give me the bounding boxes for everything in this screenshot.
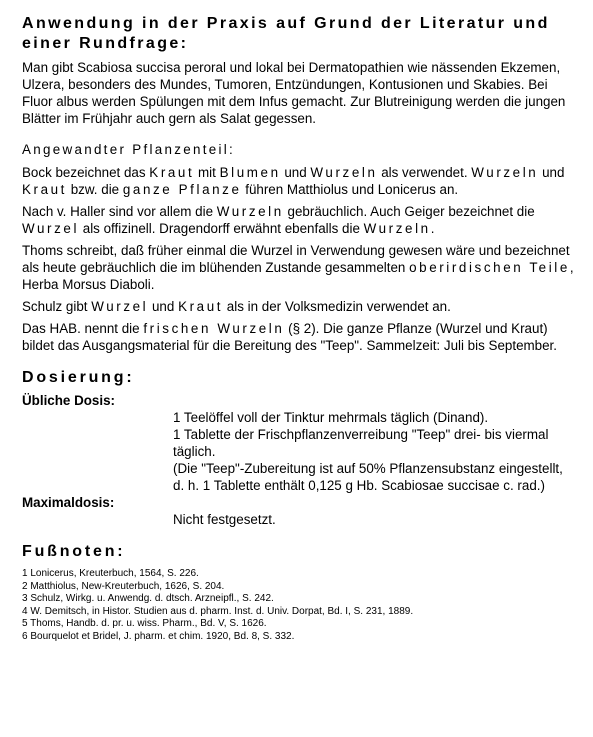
plant-part-paragraph-1 bbox=[22, 164, 574, 198]
text-segment: und bbox=[280, 165, 311, 180]
plant-part-paragraph-5 bbox=[22, 320, 574, 354]
usual-dose-line: 1 Tablette der Frischpflanzenverreibung "Teep" drei- bis viermal täglich. bbox=[173, 427, 549, 459]
emphasized-term: Blumen bbox=[219, 165, 281, 180]
emphasized-term: Wurzeln bbox=[310, 165, 378, 180]
text-segment: Schulz gibt bbox=[22, 299, 92, 314]
plant-part-paragraph-3 bbox=[22, 242, 574, 293]
text-segment: gebräuchlich. Auch Geiger bezeichnet die bbox=[283, 204, 535, 219]
intro-paragraph: Man gibt Scabiosa succisa peroral und lokal bei Dermatopathien wie nässenden Ekzemen, Ulzera, besonders des Mundes, Tumoren, Entzündungen, Kontusionen und Skabies. Bei Fluor albus werden Spülungen mit dem Infus gemacht. Zur Blutreinigung werden die jungen Blätter im Frühjahr auch gern als Salat gegessen. bbox=[22, 60, 566, 126]
footnote-item: 4 W. Demitsch, in Histor. Studien aus d. pharm. Inst. d. Univ. Dorpat, Bd. I, S. 231, 1889. bbox=[22, 605, 414, 617]
text-segment: und bbox=[148, 299, 179, 314]
emphasized-term: Wurzeln bbox=[216, 204, 284, 219]
text-segment: (§ 2). Die ganze Pflanze (Wurzel und Kraut) bildet das Ausgangsmaterial für die Bereitung des "Teep". Sammelzeit: Juli bis September. bbox=[22, 321, 558, 353]
section-title: Anwendung in der Praxis auf Grund der Literatur und einer Rundfrage: bbox=[22, 15, 550, 52]
footnote-item: 2 Matthiolus, New-Kreuterbuch, 1626, S. 204. bbox=[22, 580, 225, 592]
text-segment: und bbox=[538, 165, 565, 180]
text-segment: führen Matthiolus und Lonicerus an. bbox=[241, 182, 459, 197]
plant-part-heading: Angewandter Pflanzenteil: bbox=[22, 142, 236, 157]
text-segment: als offizinell. Dragendorff erwähnt ebenfalls die bbox=[79, 221, 364, 236]
emphasized-term: oberirdischen Teile bbox=[409, 260, 570, 275]
emphasized-term: Wurzeln bbox=[471, 165, 539, 180]
usual-dose-line: 1 Teelöffel voll der Tinktur mehrmals täglich (Dinand). bbox=[173, 410, 489, 425]
footnote-item: 1 Lonicerus, Kreuterbuch, 1564, S. 226. bbox=[22, 568, 199, 579]
dosage-heading: Dosierung: bbox=[22, 369, 135, 386]
text-segment: Bock bezeichnet das bbox=[22, 165, 150, 180]
emphasized-term: Kraut bbox=[22, 182, 68, 197]
text-segment: , Herba Morsus Diaboli. bbox=[22, 260, 574, 292]
document-page bbox=[22, 14, 574, 644]
text-segment: bzw. die bbox=[67, 182, 123, 197]
plant-part-paragraph-2 bbox=[22, 203, 574, 237]
text-segment: Das HAB. nennt die bbox=[22, 321, 144, 336]
plant-part-paragraph-4 bbox=[22, 298, 574, 315]
usual-dose-line: (Die "Teep"-Zubereitung ist auf 50% Pflanzensubstanz eingestellt, d. h. 1 Tablette enthält 0,125 g Hb. Scabiosae succisae c. rad.) bbox=[173, 461, 563, 493]
emphasized-term: Wurzel bbox=[91, 299, 149, 314]
max-dose-value: Nicht festgesetzt. bbox=[173, 512, 276, 527]
footnote-item: 3 Schulz, Wirkg. u. Anwendg. d. dtsch. Arzneipfl., S. 242. bbox=[22, 593, 274, 605]
emphasized-term: Kraut bbox=[149, 165, 195, 180]
footnote-item: 5 Thoms, Handb. d. pr. u. wiss. Pharm., Bd. V, S. 1626. bbox=[22, 618, 267, 630]
emphasized-term: Kraut bbox=[178, 299, 224, 314]
usual-dose-label: Übliche Dosis: bbox=[22, 393, 116, 408]
emphasized-term: ganze Pflanze bbox=[122, 182, 242, 197]
text-segment: Thoms schreibt, daß früher einmal die Wurzel in Verwendung gewesen wäre und bezeichnet als heute gebräuchlich die im blühenden Zustande gesammelten bbox=[22, 243, 570, 275]
emphasized-term: Wurzeln bbox=[363, 221, 431, 236]
text-segment: als in der Volksmedizin verwendet an. bbox=[223, 299, 451, 314]
footnote-item: 6 Bourquelot et Bridel, J. pharm. et chim. 1920, Bd. 8, S. 332. bbox=[22, 630, 295, 642]
footnotes-heading: Fußnoten: bbox=[22, 543, 126, 560]
max-dose-label: Maximaldosis: bbox=[22, 495, 115, 510]
text-segment: mit bbox=[194, 165, 220, 180]
emphasized-term: frischen Wurzeln bbox=[143, 321, 285, 336]
text-segment: . bbox=[430, 221, 435, 236]
emphasized-term: Wurzel bbox=[22, 221, 80, 236]
footnotes-list bbox=[22, 568, 574, 644]
text-segment: Nach v. Haller sind vor allem die bbox=[22, 204, 217, 219]
text-segment: als verwendet. bbox=[377, 165, 472, 180]
